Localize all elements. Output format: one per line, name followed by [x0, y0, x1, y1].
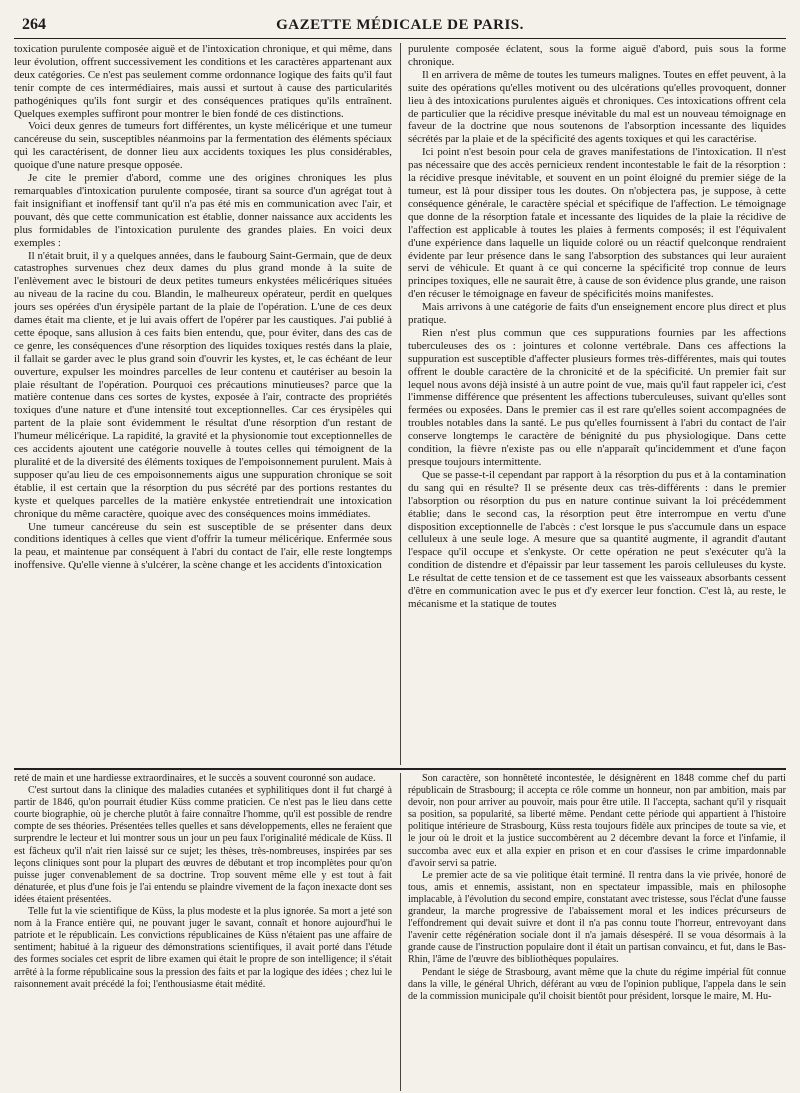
lower-left-column — [14, 773, 392, 1091]
paragraph: reté de main et une hardiesse extraordinaires, et le succès a souvent couronné son audace. — [14, 773, 376, 784]
paragraph: Le premier acte de sa vie politique était terminé. Il rentra dans la vie privée, honoré de tous, amis et ennemis, assistant, non en spectateur impassible, mais en philosophe implacable, à l'évolution du second empire, constatant avec tristesse, sous l'éclat d'une fausse grandeur, la marche progressive de l'abaissement moral et les indices précurseurs de l'effondrement qui devait suivre et dont il n'a pas connu toute l'horreur, entrevoyant dans l'avenir cette régénération sociale dont il n'a jamais désespéré. Il se voua désormais à la grande cause de l'instruction populaire dont il était un partisan convaincu, et fut, dans le Bas-Rhin, l'âme de l'œuvre des bibliothèques populaires. — [408, 869, 786, 966]
upper-right-column — [408, 43, 786, 765]
section-divider — [14, 768, 786, 770]
paragraph: C'est surtout dans la clinique des maladies cutanées et syphilitiques dont il fut chargé à partir de 1846, qu'on pourrait étudier Küss comme praticien. Ce n'est pas le lieu dans cette courte biographie, où je cherche plutôt à faire connaître l'homme, qu'il est possible de rendre compte de ses théories. Présentées telles quelles et sans développements, elles ne feraient que surprendre le lecteur et lui montrer sous un jour un peu faux l'originalité médicale de Küss. Il est fâcheux qu'il n'ait rien laissé sur ce sujet; les thèses, très-nombreuses, inspirées par ses leçons cliniques sont pour la plupart des œuvres de débutant et trop incomplètes pour qu'on puisse juger convenablement de sa doctrine. Trop souvent même elle y est tout à fait dénaturée, et plus d'une fois je l'ai entendu se plaindre vivement de la façon inexacte dont ses idées étaient présentées. — [14, 785, 392, 905]
paragraph: Une tumeur cancéreuse du sein est susceptible de se présenter dans deux conditions identiques à celles que vient d'offrir la tumeur mélicérique. Enfermée sous la peau, et maintenue par conséquent à l'abri du contact de l'air, elle reste longtemps inoffensive. Qu'elle vienne à s'ulcérer, la scène change et les accidents d'intoxication — [14, 520, 392, 572]
paragraph: Rien n'est plus commun que ces suppurations fournies par les affections tuberculeuses des os : jointures et colonne vertébrale. Dans ces affections la suppuration est susceptible d'affecter plusieurs formes très-différentes, mais qui toutes offrent le double caractère de la chronicité et de la spécificité. Un premier fait sur lequel nous avons déjà insisté à un autre point de vue, mais qu'il faut rappeler ici, c'est l'immense différence que présentent les affections tuberculeuses, suivant qu'elles sont fermées ou exposées. Dans le premier cas il est rare qu'elles soient accompagnées de troubles notables dans la santé. Le pus qu'elles fournissent à l'abri du contact de l'air conserve longtemps le caractère de bénignité du pus physiologique. Dans cette condition, la fièvre n'existe pas ou elle n'apparaît qu'incidemment et d'une façon presque toujours intermittente. — [408, 326, 786, 468]
paragraph: Son caractère, son honnêteté incontestée, le désignèrent en 1848 comme chef du parti républicain de Strasbourg; il accepta ce rôle comme un honneur, non par ambition, mais par devoir, non pour arriver au pouvoir, mais pour être utile. Il l'accepta, sachant qu'il y risquait sa position, sa popularité, sa liberté même. Pendant cette période qui appartient à l'histoire politique intérieure de Strasbourg, Küss resta toujours fidèle aux principes de toute sa vie, et le jour où le droit et la justice succombèrent au 2 décembre devant la force et l'infamie, il succomba avec eux et alla expier en prison et en cour d'assises le crime impardonnable d'avoir servi sa patrie. — [408, 773, 786, 869]
paragraph: Ici point n'est besoin pour cela de graves manifestations de l'intoxication. Il n'est pas nécessaire que des accès pernicieux rendent incontestable le fait de la résorption : la récidive presque inévitable, et souvent en un point éloigné du premier siége de la tumeur, est là pour dissiper tous les doutes. On n'objectera pas, je suppose, à cette conséquence générale, le caractère spécial et spécifique de l'affection. Le témoignage que donne de la résorption fatale et incessante des liquides de la plaie la récidive de l'affection est applicable à toutes les plaies à ferments composés; il est l'équivalent d'une expérience dans laquelle un liquide coloré ou un réactif quelconque rendraient évidente par leur présence dans le sang l'absorption des substances qui leur auraient servi de véhicule. Et quant à ce qui concerne la spécificité trop connue de leurs principes toxiques, elle ne saurait être, à cause de son évidence plus grande, une raison d'en récuser le témoignage en faveur de spécificités moins manifestes. — [408, 146, 786, 301]
lower-right-column — [408, 773, 786, 1091]
upper-left-column — [14, 43, 392, 765]
column-divider — [400, 43, 401, 765]
paragraph: Que se passe-t-il cependant par rapport à la résorption du pus et à la contamination du sang qui en résulte? Il se présente deux cas très-différents : dans le premier l'absorption ou résorption du pus en nature continue suivant la loi précédemment établie; dans le second cas, la résorption peut être interrompue en vertu d'une disposition exceptionnelle de l'abcès : c'est lorsque le pus s'accumule dans un espace celluleux à une seule loge. A mesure que sa quantité augmente, il agrandit d'autant l'espace qu'il occupe et s'enkyste. Or cette opération ne peut s'exécuter qu'à la condition de distendre et d'épaissir par leur tassement les parois celluleuses du kyste. Le résultat de cette tension et de ce tassement est que les vaisseaux absorbants cessent d'être en communication avec le pus et d'y exercer leur fonction. C'est là, au reste, le mécanisme et la statique de toutes — [408, 468, 786, 610]
article-upper-section — [14, 43, 786, 765]
column-divider — [400, 773, 401, 1091]
page-number: 264 — [22, 16, 46, 33]
paragraph: Pendant le siége de Strasbourg, avant même que la chute du régime impérial fût connue dans la ville, le général Uhrich, déférant au vœu de l'opinion publique, l'appela dans le sein de la commission municipale qu'il choisit bientôt pour président, lorsque le maire, M. Hu- — [408, 966, 786, 1002]
paragraph: toxication purulente composée aiguë et de l'intoxication chronique, et qui même, dans leur évolution, offrent successivement les conditions et les caractères appartenant aux deux catégories. Ce n'est pas seulement comme ordonnance logique des faits qu'il faut tenir compte de ces intermédiaires, mais aussi et surtout à cause des particularités pathogéniques qu'ils font surgir et des conséquences pratiques qu'ils entraînent. Quelques exemples suffiront pour montrer le bien fondé de ces distinctions. — [14, 43, 392, 120]
paragraph: Voici deux genres de tumeurs fort différentes, un kyste mélicérique et une tumeur cancéreuse du sein, susceptibles néanmoins par la fermentation des éléments spéciaux qui les caractérisent, de donner lieu aux accidents toxiques les plus considérables, quoique d'une nature presque opposée. — [14, 120, 392, 172]
paragraph: Telle fut la vie scientifique de Küss, la plus modeste et la plus ignorée. Sa mort a jeté son nom à la France entière qui, ne pouvant juger le savant, connaît et honore aujourd'hui le patriote et le républicain. Les convictions républicaines de Küss n'étaient pas une affaire de sentiment; habitué à la rigueur des démonstrations scientifiques, il avait porté dans l'étude des formes sociales cet esprit de libre examen qui était le propre de son intelligence; il s'était arrêté à la forme républicaine sous la pression des faits et par la logique des idées ; chez lui le raisonnement avait précédé la foi; l'enthousiasme était médité. — [14, 906, 392, 990]
paragraph: purulente composée éclatent, sous la forme aiguë d'abord, puis sous la forme chronique. — [408, 43, 786, 68]
paragraph: Je cite le premier d'abord, comme une des origines chroniques les plus remarquables d'intoxication purulente composée, tirant sa source d'un agrégat tout à fait insignifiant et inoffensif tant qu'il n'a pas été mis en communication avec l'air, et pouvant, dès que cette communication est établie, donner naissance aux accidents les plus formidables de l'intoxication purulente des grandes plaies. En voici deux exemples : — [14, 172, 392, 249]
paragraph: Mais arrivons à une catégorie de faits d'un enseignement encore plus direct et plus pratique. — [408, 301, 786, 327]
obituary-lower-section — [14, 773, 786, 1091]
page-header — [14, 12, 786, 39]
journal-title: GAZETTE MÉDICALE DE PARIS. — [276, 17, 524, 33]
paragraph: Il en arrivera de même de toutes les tumeurs malignes. Toutes en effet peuvent, à la suite des opérations qu'elles motivent ou des ulcérations qu'elles provoquent, donner lieu à des intoxications purulentes aiguës et chroniques. Ces intoxications offrent cela de particulier que la récidive presque inévitable du mal est un nouveau témoignage en faveur de la doctrine que nous soutenons de l'absorption incessante des liquides sécrétés par la plaie et de la spécificité des agents toxiques et qui les caractérise. — [408, 68, 786, 146]
paragraph: Il n'était bruit, il y a quelques années, dans le faubourg Saint-Germain, que de deux catastrophes survenues chez deux dames du plus grand monde à la suite de l'enlèvement avec le bistouri de deux petites tumeurs enkystées mélicériques situées au niveau de la racine du cou. Blandin, le malheureux opérateur, perdit en quelques jours ses opérées d'un érysipèle partant de la plaie de l'opération. L'une de ces deux dames était ma cliente, et je lui avais offert de l'opérer par les caustiques. J'ai publié à cette époque, sans allusion à ces faits bien entendu, que, pour éviter, dans des cas de ce genre, les conséquences d'une résorption des liquides toxiques restés dans la plaie, il fallait se garder avec le plus grand soin d'ouvrir les kystes, et, le cas échéant de leur ouverture, expulser les moindres parcelles de leur contenu et cautériser au besoin la plaie résultant de l'opération. Pourquoi ces précautions minutieuses? parce que la matière contenue dans ces sortes de kystes, exposée à l'air, contracte des propriétés toxiques d'une nature et d'une intensité tout exceptionnelles. Car ces érysipèles qui partent de la plaie sont évidemment le résultat d'une résorption d'un restant de l'humeur mélicérique. La rapidité, la gravité et la physionomie tout exceptionnelles de ces accidents ajoutent une catégorie nouvelle à toutes celles qui témoignent de la pluralité et de la diversité des éléments toxiques de l'empoisonnement purulent. Mais à supposer qu'au lieu de ces empoisonnements aigus une suppuration chronique se soit établie, il est certain que la résorption du pus sécrété par des portions restantes du kyste et quelques parcelles de la matière enkystée entretiendrait une intoxication chronique du même caractère, quoique avec des conséquences moins immédiates. — [14, 249, 392, 520]
